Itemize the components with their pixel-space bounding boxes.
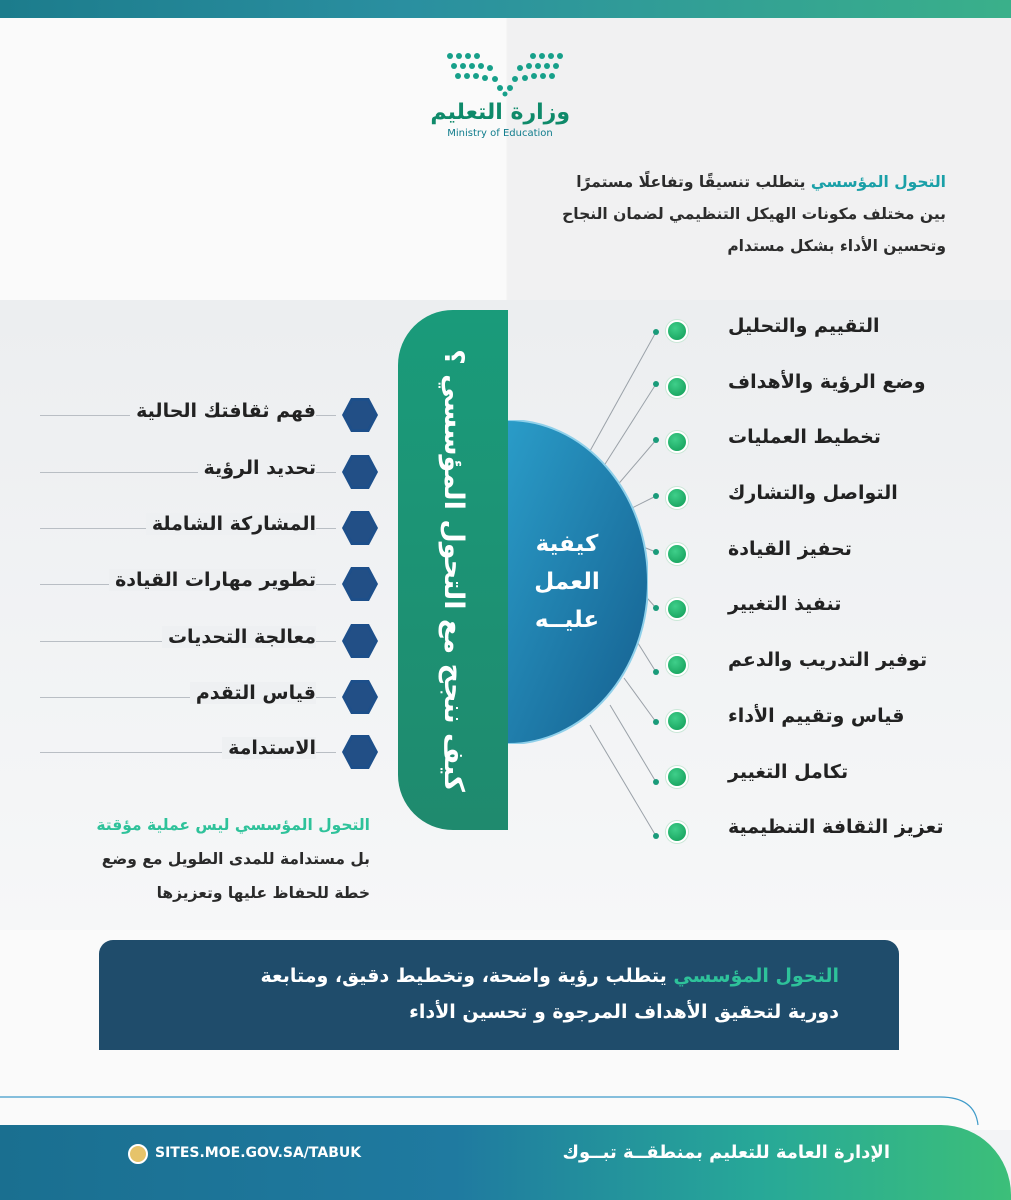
globe-icon [128, 1144, 148, 1164]
right-list-item [700, 649, 960, 679]
semi-line-1: كيفية [535, 531, 599, 557]
hexagon-icon [342, 680, 378, 714]
semi-line-3: عليــه [534, 607, 600, 633]
left-item-label: تحديد الرؤية [198, 457, 316, 479]
right-list-item [700, 705, 960, 735]
logo-english-text: Ministry of Education [447, 128, 553, 139]
intro-line-2: بين مختلف مكونات الهيكل التنظيمي لضمان النجاح [562, 205, 946, 223]
sustainability-note [40, 808, 370, 910]
logo-arabic-text: وزارة التعليم [430, 100, 570, 125]
hexagon-icon [342, 511, 378, 545]
green-dot-icon [666, 431, 688, 453]
hexagon-icon [342, 624, 378, 658]
green-dot-icon [666, 766, 688, 788]
left-item-label: معالجة التحديات [162, 626, 316, 648]
hexagon-icon [342, 735, 378, 769]
green-dot-icon [666, 320, 688, 342]
vertical-title-text: كيف ننجح مع التحول المؤسسي ؟ [437, 348, 469, 792]
left-item-label: تطوير مهارات القيادة [109, 569, 316, 591]
decorative-curve [0, 1085, 1011, 1130]
right-list-item [700, 315, 960, 345]
banner-highlight: التحول المؤسسي [673, 965, 839, 987]
left-item-label: فهم ثقافتك الحالية [130, 400, 316, 422]
green-dot-icon [666, 487, 688, 509]
left-list-item [40, 624, 380, 658]
semi-line-2: العمل [534, 569, 600, 595]
left-list-item [40, 680, 380, 714]
green-dot-icon [666, 821, 688, 843]
right-item-label: وضع الرؤية والأهداف [728, 371, 926, 393]
left-item-label: الاستدامة [222, 737, 316, 759]
right-item-label: قياس وتقييم الأداء [728, 705, 905, 727]
right-list-item [700, 371, 960, 401]
green-dot-icon [666, 654, 688, 676]
banner-line-1 [99, 958, 839, 994]
left-list-item [40, 511, 380, 545]
intro-line-1 [486, 166, 946, 198]
note-line-3: خطة للحفاظ عليها وتعزيزها [156, 884, 370, 902]
right-item-label: التقييم والتحليل [728, 315, 880, 337]
right-list-item [700, 538, 960, 568]
left-list-item [40, 398, 380, 432]
banner-line-2: دورية لتحقيق الأهداف المرجوة و تحسين الأداء [409, 1001, 839, 1023]
green-dot-icon [666, 598, 688, 620]
hexagon-icon [342, 398, 378, 432]
right-item-label: تكامل التغيير [728, 761, 849, 783]
banner-line-1-rest: يتطلب رؤية واضحة، وتخطيط دقيق، ومتابعة [260, 965, 674, 987]
right-item-label: توفير التدريب والدعم [728, 649, 928, 671]
intro-highlight: التحول المؤسسي [810, 173, 946, 191]
note-line-2: بل مستدامة للمدى الطويل مع وضع [101, 850, 370, 868]
right-item-label: تعزيز الثقافة التنظيمية [728, 816, 944, 838]
note-highlight: التحول المؤسسي ليس عملية مؤقتة [96, 816, 370, 834]
left-list-item [40, 735, 380, 769]
left-item-label: قياس التقدم [190, 682, 316, 704]
right-item-label: التواصل والتشارك [728, 482, 898, 504]
right-item-label: تحفيز القيادة [728, 538, 852, 560]
center-vertical-title [398, 310, 508, 830]
left-item-label: المشاركة الشاملة [146, 513, 316, 535]
right-list-item [700, 482, 960, 512]
hexagon-icon [342, 455, 378, 489]
semicircle-title [512, 525, 622, 639]
right-list-item [700, 761, 960, 791]
department-name: الإدارة العامة للتعليم بمنطقــة تبــوك [562, 1142, 890, 1163]
hexagon-icon [342, 567, 378, 601]
top-accent-bar [0, 0, 1011, 18]
right-item-label: تخطيط العمليات [728, 426, 881, 448]
green-dot-icon [666, 543, 688, 565]
website-link[interactable]: SITES.MOE.GOV.SA/TABUK [155, 1145, 362, 1161]
left-list-item [40, 567, 380, 601]
left-list-item [40, 455, 380, 489]
green-dot-icon [666, 376, 688, 398]
right-item-label: تنفيذ التغيير [728, 593, 842, 615]
intro-line-1-rest: يتطلب تنسيقًا وتفاعلًا مستمرًا [576, 173, 811, 191]
summary-banner-text [99, 958, 839, 1030]
right-list-item [700, 426, 960, 456]
green-dot-icon [666, 710, 688, 732]
right-list-item [700, 593, 960, 623]
right-list-item [700, 816, 960, 846]
intro-line-3: وتحسين الأداء بشكل مستدام [727, 237, 946, 255]
